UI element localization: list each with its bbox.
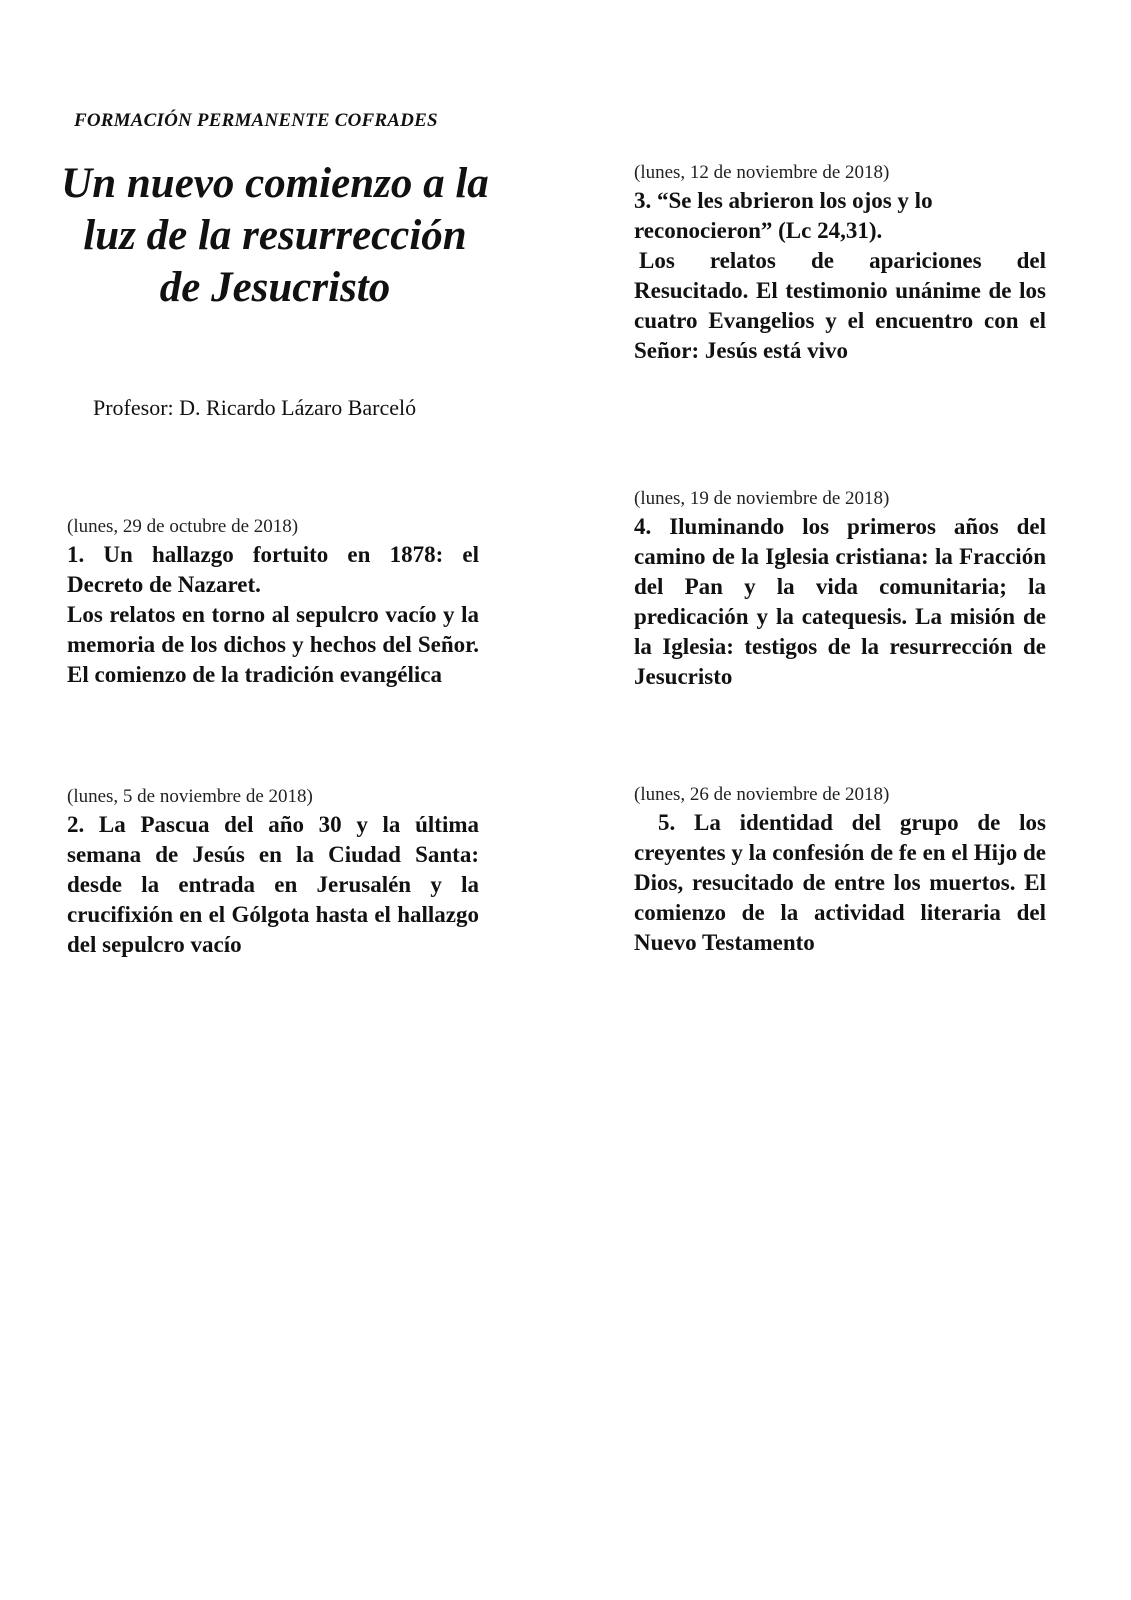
session-heading: 1. Un hallazgo fortuito en 1878: el Decreto de Nazaret. [67, 542, 479, 597]
session-heading: 5. La identidad del grupo de los creyentes y la confesión de fe en el Hijo de Dios, resucitado de entre los muertos. El comienzo de la actividad literaria del Nuevo Testamento [634, 810, 1046, 955]
session-heading: 4. Iluminando los primeros años del camino de la Iglesia cristiana: la Fracción del Pan y la vida comunitaria; la predicación y la catequesis. La misión de la Iglesia: testigos de la resurrección de Jesucristo [634, 514, 1046, 689]
session-date: (lunes, 12 de noviembre de 2018) [634, 162, 890, 183]
session-heading: 2. La Pascua del año 30 y la última semana de Jesús en la Ciudad Santa: desde la entrada en Jerusalén y la crucifixión en el Gólgota hasta el hallazgo del sepulcro vacío [67, 812, 479, 957]
session-description: Los relatos en torno al sepulcro vacío y la memoria de los dichos y hechos del Señor. El comienzo de la tradición evangélica [67, 602, 479, 687]
session-2 [67, 784, 479, 960]
session-5 [634, 782, 1046, 958]
session-date: (lunes, 26 de noviembre de 2018) [634, 784, 890, 805]
professor-line: Profesor: D. Ricardo Lázaro Barceló [93, 395, 417, 420]
session-3 [634, 160, 1046, 366]
session-date: (lunes, 5 de noviembre de 2018) [67, 786, 313, 807]
session-description: Los relatos de apariciones del Resucitado. El testimonio unánime de los cuatro Evangelios y el encuentro con el Señor: Jesús está vivo [634, 248, 1046, 363]
session-1 [67, 514, 479, 690]
document-title: Un nuevo comienzo a la luz de la resurrección de Jesucristo [61, 160, 489, 311]
session-date: (lunes, 29 de octubre de 2018) [67, 516, 299, 537]
session-date: (lunes, 19 de noviembre de 2018) [634, 488, 890, 509]
session-4 [634, 486, 1046, 692]
session-heading: 3. “Se les abrieron los ojos y lo reconocieron” (Lc 24,31). [634, 188, 933, 243]
series-kicker: FORMACIÓN PERMANENTE COFRADES [74, 110, 438, 131]
